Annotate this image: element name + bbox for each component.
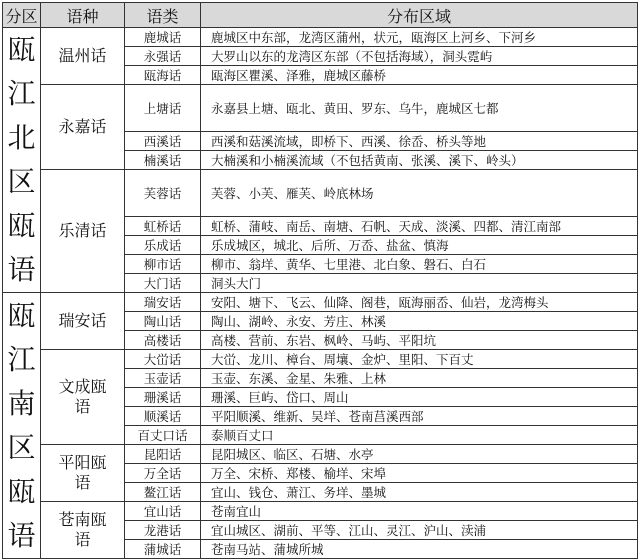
type-cell: 顺溪话 (125, 407, 201, 426)
type-cell: 瓯海话 (125, 66, 201, 85)
distribution-cell: 苍南马站、蒲城所城 (201, 540, 638, 559)
distribution-cell: 平阳顺溪、维新、吴垟、苍南莒溪西部 (201, 407, 638, 426)
table-row (3, 293, 638, 312)
distribution-cell: 万全、宋桥、郑楼、榆垟、宋埠 (201, 464, 638, 483)
distribution-cell: 安阳、塘下、飞云、仙降、阁巷，瓯海丽岙、仙岩，龙湾梅头 (201, 293, 638, 312)
variety-cell (41, 293, 125, 350)
variety-cell (41, 502, 125, 559)
distribution-cell: 洞头大门 (201, 274, 638, 293)
distribution-cell: 芙蓉、小芙、雁芙、岭底林场 (201, 170, 638, 217)
type-cell: 瑞安话 (125, 293, 201, 312)
type-cell: 大峃话 (125, 350, 201, 369)
distribution-cell: 泰顺百丈口 (201, 426, 638, 445)
type-cell: 宜山话 (125, 502, 201, 521)
region-cell (3, 293, 41, 559)
dialect-distribution-table (2, 2, 638, 559)
type-cell: 上塘话 (125, 85, 201, 132)
distribution-cell: 陶山、湖岭、永安、芳庄、林溪 (201, 312, 638, 331)
header-distribution: 分布区域 (201, 3, 638, 28)
variety-name: 苍南瓯语 (58, 510, 107, 549)
header-region: 分区 (3, 3, 41, 28)
distribution-cell: 宜山、钱仓、萧江、务垟、墨城 (201, 483, 638, 502)
variety-cell (41, 28, 125, 85)
type-cell: 龙港话 (125, 521, 201, 540)
type-cell: 乐成话 (125, 236, 201, 255)
header-variety: 语种 (41, 3, 125, 28)
distribution-cell: 大罗山以东的龙湾区东部（不包括海域），洞头霓屿 (201, 47, 638, 66)
table-row (3, 502, 638, 521)
table-row (3, 445, 638, 464)
variety-name: 文成瓯语 (58, 377, 107, 416)
type-cell: 玉壶话 (125, 369, 201, 388)
variety-cell (41, 445, 125, 502)
type-cell: 芙蓉话 (125, 170, 201, 217)
distribution-cell: 永嘉县上塘、瓯北、黄田、罗东、乌牛，鹿城区七都 (201, 85, 638, 132)
region-name: 瓯江南区瓯语 (7, 298, 36, 552)
variety-cell (41, 85, 125, 170)
type-cell: 百丈口话 (125, 426, 201, 445)
distribution-cell: 高楼、营前、东岩、枫岭、马屿、平阳坑 (201, 331, 638, 350)
variety-name: 永嘉话 (58, 117, 107, 136)
table-row (3, 170, 638, 217)
table-row (3, 28, 638, 47)
distribution-cell: 柳市、翁垟、黄华、七里港、北白象、磐石、白石 (201, 255, 638, 274)
type-cell: 高楼话 (125, 331, 201, 350)
header-row (3, 3, 638, 28)
type-cell: 鳌江话 (125, 483, 201, 502)
distribution-cell: 虹桥、蒲岐、南岳、南塘、石帆、天成、淡溪、四都、清江南部 (201, 217, 638, 236)
header-type: 语类 (125, 3, 201, 28)
type-cell: 虹桥话 (125, 217, 201, 236)
variety-cell (41, 170, 125, 293)
distribution-cell: 瓯海区瞿溪、泽雅，鹿城区藤桥 (201, 66, 638, 85)
type-cell: 昆阳话 (125, 445, 201, 464)
type-cell: 珊溪话 (125, 388, 201, 407)
distribution-cell: 珊溪、巨屿、岱口、周山 (201, 388, 638, 407)
distribution-cell: 乐成城区，城北、后所、万岙、盐盆、慎海 (201, 236, 638, 255)
variety-name: 温州话 (58, 46, 107, 65)
distribution-cell: 大楠溪和小楠溪流域（不包括黄南、张溪、溪下、岭头） (201, 151, 638, 170)
distribution-cell: 昆阳城区、临区、石塘、水亭 (201, 445, 638, 464)
type-cell: 陶山话 (125, 312, 201, 331)
type-cell: 万全话 (125, 464, 201, 483)
type-cell: 楠溪话 (125, 151, 201, 170)
variety-name: 瑞安话 (58, 311, 107, 330)
variety-name: 平阳瓯语 (58, 453, 107, 492)
distribution-cell: 宜山城区、湖前、平等、江山、灵江、沪山、渎浦 (201, 521, 638, 540)
distribution-cell: 西溪和菇溪流域，即桥下、西溪、徐岙、桥头等地 (201, 132, 638, 151)
variety-cell (41, 350, 125, 445)
region-cell (3, 28, 41, 293)
table-row (3, 85, 638, 132)
distribution-cell: 大峃、龙川、樟台、周壤、金炉、里阳、下百丈 (201, 350, 638, 369)
type-cell: 鹿城话 (125, 28, 201, 47)
distribution-cell: 苍南宜山 (201, 502, 638, 521)
type-cell: 西溪话 (125, 132, 201, 151)
region-name: 瓯江北区瓯语 (7, 33, 36, 286)
type-cell: 蒲城话 (125, 540, 201, 559)
table-body (3, 28, 638, 559)
type-cell: 柳市话 (125, 255, 201, 274)
table-row (3, 350, 638, 369)
type-cell: 大门话 (125, 274, 201, 293)
distribution-cell: 鹿城区中东部，龙湾区蒲州，状元，瓯海区上河乡、下河乡 (201, 28, 638, 47)
type-cell: 永强话 (125, 47, 201, 66)
distribution-cell: 玉壶、东溪、金星、朱雅、上林 (201, 369, 638, 388)
variety-name: 乐清话 (58, 221, 107, 240)
